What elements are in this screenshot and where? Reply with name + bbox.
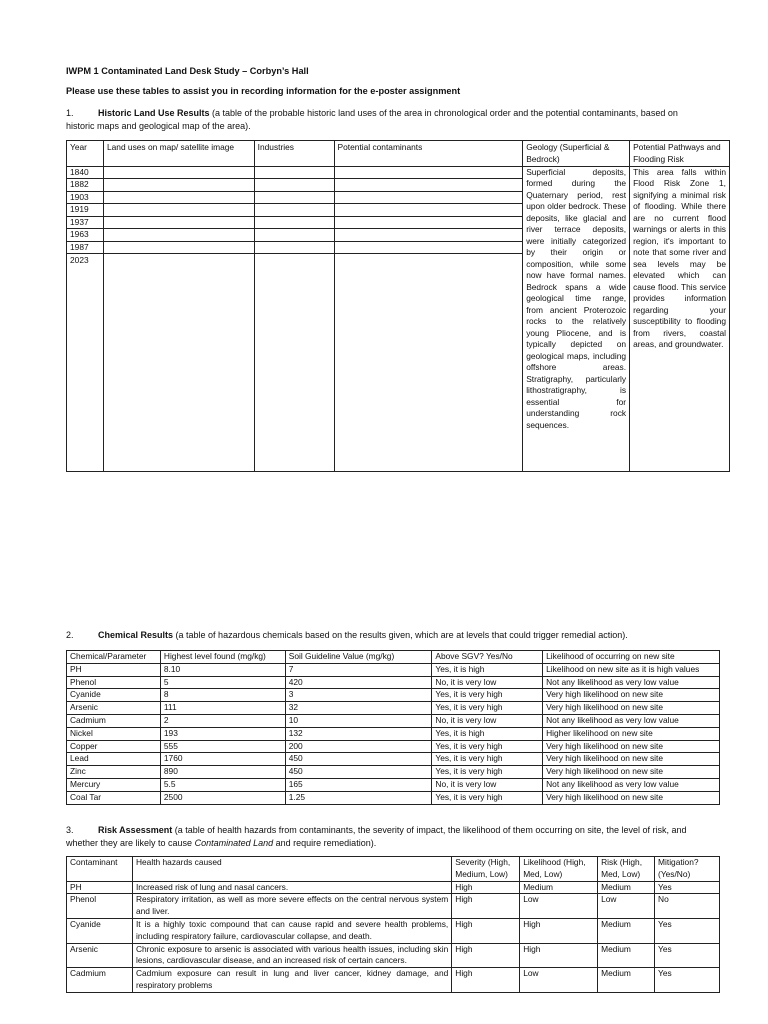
section1-description: (a table of the probable historic land uses of the area in chronological order and the potential contaminants, based on historic maps and geological map of the area). [66,108,678,131]
table-row [67,740,720,753]
table-row [67,918,720,943]
header-risk: Risk (High, Med, Low) [598,857,655,882]
mitigation-cell: No [655,894,720,919]
likelihood-cell: Not any likelihood as very low value [543,714,720,727]
health-hazards-cell: Respiratory irritation, as well as more severe effects on the central nervous system and liver. [132,894,451,919]
section1-heading [66,107,702,132]
chemical-cell: Zinc [67,766,161,779]
chemical-results-table [66,650,720,805]
above-sgv-cell: Yes, it is very high [432,689,543,702]
chemical-cell: Mercury [67,778,161,791]
risk-assessment-table [66,856,720,993]
contaminants-cell [334,191,523,204]
sgv-cell: 200 [285,740,432,753]
year-cell: 1963 [67,229,104,242]
land-use-cell [103,241,254,254]
likelihood-cell: Very high likelihood on new site [543,766,720,779]
above-sgv-cell: Yes, it is high [432,663,543,676]
table-row [67,689,720,702]
document-subtitle: Please use these tables to assist you in recording information for the e-poster assignment [66,86,461,96]
year-cell: 1882 [67,179,104,192]
above-sgv-cell: Yes, it is high [432,727,543,740]
land-use-cell [103,191,254,204]
section3-description: (a table of health hazards from contaminants, the severity of impact, the likelihood of them occurring on site, the level of risk, and whether they are likely to cause [66,825,687,848]
above-sgv-cell: No, it is very low [432,714,543,727]
likelihood-cell: Very high likelihood on new site [543,740,720,753]
header-mitigation: Mitigation? (Yes/No) [655,857,720,882]
risk-cell: Medium [598,918,655,943]
header-severity: Severity (High, Medium, Low) [452,857,520,882]
header-contaminant: Contaminant [67,857,133,882]
likelihood-cell: Very high likelihood on new site [543,753,720,766]
contaminant-cell: PH [67,881,133,894]
header-industries: Industries [254,141,334,167]
table-row [67,166,730,179]
mitigation-cell: Yes [655,943,720,968]
table-row [67,778,720,791]
highest-level-cell: 8 [160,689,285,702]
above-sgv-cell: Yes, it is very high [432,766,543,779]
chemical-cell: Coal Tar [67,791,161,804]
header-geology: Geology (Superficial & Bedrock) [523,141,630,167]
year-cell: 1987 [67,241,104,254]
section3-title: Risk Assessment [98,825,173,835]
table-row [67,968,720,993]
health-hazards-cell: Cadmium exposure can result in lung and liver cancer, kidney damage, and respiratory problems [132,968,451,993]
highest-level-cell: 111 [160,702,285,715]
above-sgv-cell: Yes, it is very high [432,753,543,766]
table-row [67,753,720,766]
sgv-cell: 10 [285,714,432,727]
year-cell: 1840 [67,166,104,179]
severity-cell: High [452,918,520,943]
land-use-cell [103,229,254,242]
section1-number: 1. [66,108,74,118]
industries-cell [254,229,334,242]
chemical-cell: Phenol [67,676,161,689]
health-hazards-cell: Increased risk of lung and nasal cancers. [132,881,451,894]
section2-number: 2. [66,630,74,640]
contaminants-cell [334,254,523,472]
contaminant-cell: Arsenic [67,943,133,968]
likelihood-cell: Medium [520,881,598,894]
contaminants-cell [334,216,523,229]
mitigation-cell: Yes [655,881,720,894]
year-cell: 1903 [67,191,104,204]
highest-level-cell: 555 [160,740,285,753]
chemical-cell: PH [67,663,161,676]
chemical-cell: Nickel [67,727,161,740]
table-row [67,894,720,919]
year-cell: 1919 [67,204,104,217]
land-use-cell [103,216,254,229]
likelihood-cell: Likelihood on new site as it is high values [543,663,720,676]
table-row [67,766,720,779]
risk-cell: Medium [598,968,655,993]
likelihood-cell: Very high likelihood on new site [543,702,720,715]
likelihood-cell: Not any likelihood as very low value [543,676,720,689]
chemical-cell: Cyanide [67,689,161,702]
year-cell: 2023 [67,254,104,472]
likelihood-cell: Low [520,968,598,993]
land-use-cell [103,166,254,179]
section2-description: (a table of hazardous chemicals based on the results given, which are at levels that could trigger remedial action). [173,630,628,640]
severity-cell: High [452,881,520,894]
industries-cell [254,191,334,204]
section3-heading [66,824,702,849]
header-likelihood: Likelihood of occurring on new site [543,651,720,664]
land-use-cell [103,254,254,472]
highest-level-cell: 8.10 [160,663,285,676]
chemical-cell: Arsenic [67,702,161,715]
section3-description-italic: Contaminated Land [194,837,274,848]
industries-cell [254,216,334,229]
mitigation-cell: Yes [655,968,720,993]
risk-cell: Medium [598,881,655,894]
table-row [67,663,720,676]
sgv-cell: 450 [285,753,432,766]
header-sgv: Soil Guideline Value (mg/kg) [285,651,432,664]
sgv-cell: 165 [285,778,432,791]
header-chemical: Chemical/Parameter [67,651,161,664]
contaminants-cell [334,204,523,217]
sgv-cell: 132 [285,727,432,740]
above-sgv-cell: No, it is very low [432,778,543,791]
contaminants-cell [334,166,523,179]
contaminant-cell: Phenol [67,894,133,919]
header-highest-level: Highest level found (mg/kg) [160,651,285,664]
highest-level-cell: 5.5 [160,778,285,791]
contaminant-cell: Cadmium [67,968,133,993]
highest-level-cell: 2500 [160,791,285,804]
likelihood-cell: Very high likelihood on new site [543,791,720,804]
geology-cell: Superficial deposits, formed during the Quaternary period, rest upon older bedrock. These deposits, like glacial and river terrace deposits, were initially categorized by their origin or composition, while some now have formal names. Bedrock spans a wide geological time range, from ancient Proterozoic rocks to the relatively young Pliocene, and is typically depicted on geological maps, including offshore areas. Stratigraphy, particularly lithostratigraphy, is essential for understanding rock sequences. [523,166,630,472]
sgv-cell: 450 [285,766,432,779]
likelihood-cell: Low [520,894,598,919]
above-sgv-cell: No, it is very low [432,676,543,689]
chemical-cell: Copper [67,740,161,753]
section2-title: Chemical Results [98,630,174,640]
sgv-cell: 420 [285,676,432,689]
severity-cell: High [452,968,520,993]
highest-level-cell: 193 [160,727,285,740]
pathways-cell: This area falls within Flood Risk Zone 1, signifying a minimal risk of flooding. While there are no current flood warnings or alerts in this region, it's important to note that some river and sea levels may be elevated which can cause flood. This service provides information regarding your susceptibility to flooding from rivers, coastal areas, and groundwater. [630,166,730,472]
above-sgv-cell: Yes, it is very high [432,791,543,804]
table-row [67,791,720,804]
industries-cell [254,254,334,472]
table-row [67,943,720,968]
document-title: IWPM 1 Contaminated Land Desk Study – Corbyn’s Hall [66,66,309,76]
sgv-cell: 3 [285,689,432,702]
health-hazards-cell: It is a highly toxic compound that can cause rapid and severe health problems, including respiratory failure, cardiovascular collapse, and death. [132,918,451,943]
chemical-cell: Lead [67,753,161,766]
likelihood-cell: Very high likelihood on new site [543,689,720,702]
contaminant-cell: Cyanide [67,918,133,943]
highest-level-cell: 5 [160,676,285,689]
highest-level-cell: 2 [160,714,285,727]
section3-description-end: and require remediation). [273,837,377,848]
header-health-hazards: Health hazards caused [132,857,451,882]
header-year: Year [67,141,104,167]
highest-level-cell: 890 [160,766,285,779]
above-sgv-cell: Yes, it is very high [432,740,543,753]
severity-cell: High [452,894,520,919]
table-row [67,676,720,689]
likelihood-cell: High [520,943,598,968]
severity-cell: High [452,943,520,968]
highest-level-cell: 1760 [160,753,285,766]
chemical-cell: Cadmium [67,714,161,727]
likelihood-cell: High [520,918,598,943]
mitigation-cell: Yes [655,918,720,943]
sgv-cell: 7 [285,663,432,676]
likelihood-cell: Higher likelihood on new site [543,727,720,740]
contaminants-cell [334,179,523,192]
header-land-uses: Land uses on map/ satellite image [103,141,254,167]
section3-number: 3. [66,825,74,835]
land-use-cell [103,204,254,217]
header-above-sgv: Above SGV? Yes/No [432,651,543,664]
sgv-cell: 32 [285,702,432,715]
header-potential-contaminants: Potential contaminants [334,141,523,167]
risk-cell: Medium [598,943,655,968]
table-row [67,714,720,727]
likelihood-cell: Not any likelihood as very low value [543,778,720,791]
industries-cell [254,241,334,254]
header-likelihood: Likelihood (High, Med, Low) [520,857,598,882]
industries-cell [254,179,334,192]
risk-cell: Low [598,894,655,919]
health-hazards-cell: Chronic exposure to arsenic is associated with various health issues, including skin lesions, cardiovascular disease, and an increased risk of certain cancers. [132,943,451,968]
section2-heading [66,629,702,642]
industries-cell [254,204,334,217]
contaminants-cell [334,229,523,242]
year-cell: 1937 [67,216,104,229]
section1-title: Historic Land Use Results [98,108,210,118]
historic-land-use-table [66,140,730,472]
sgv-cell: 1.25 [285,791,432,804]
industries-cell [254,166,334,179]
contaminants-cell [334,241,523,254]
land-use-cell [103,179,254,192]
table-row [67,727,720,740]
header-pathways: Potential Pathways and Flooding Risk [630,141,730,167]
table-row [67,702,720,715]
above-sgv-cell: Yes, it is very high [432,702,543,715]
table-row [67,881,720,894]
